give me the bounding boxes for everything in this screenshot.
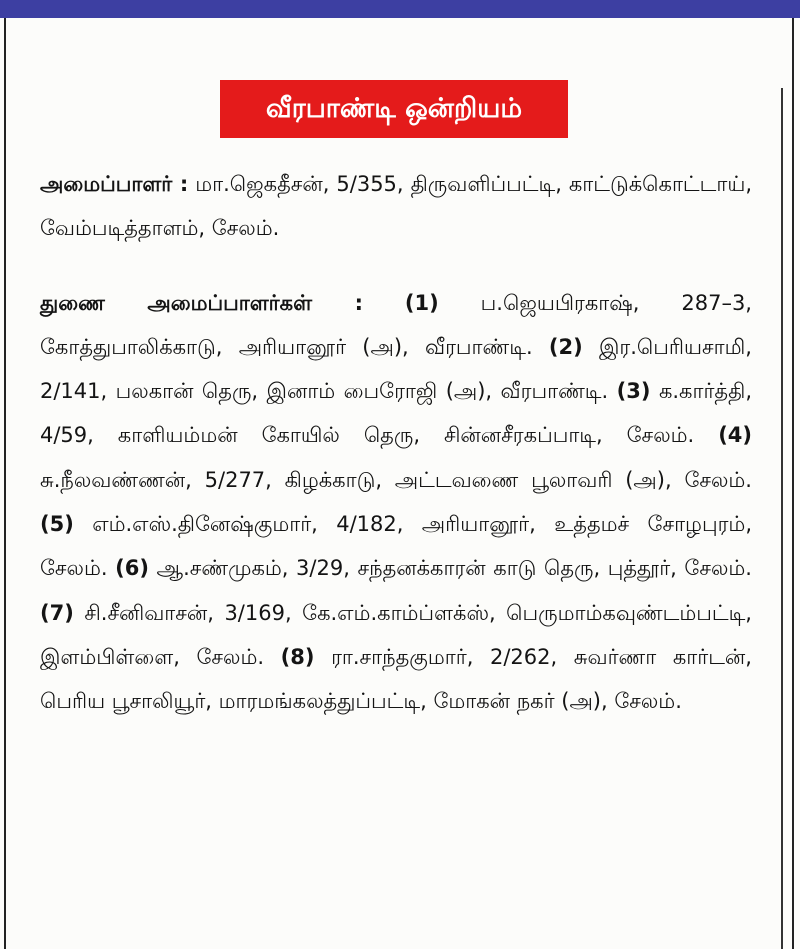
organizer-paragraph [40,162,752,251]
entry-number: (2) [548,334,583,359]
entry-text: இர.பெரியசாமி, 2/141, பலகான் தெரு, இனாம் பைரோஜி (அ), வீரபாண்டி. [40,334,752,404]
entry-number: (8) [280,644,315,669]
deputies-paragraph [40,281,752,724]
section-title [220,80,568,138]
entry-number: (4) [718,423,752,448]
entry-text: ரா.சாந்தகுமார், 2/262, சுவர்ணா கார்டன், பெரிய பூசாலியூர், மாரமங்கலத்துப்பட்டி, மோகன் நகர் (அ), சேலம். [40,644,752,714]
column-divider [781,88,783,949]
organizer-label: அமைப்பாளர் : [40,172,189,196]
organizer-text: மா.ஜெகதீசன், 5/355, திருவளிப்பட்டி, காட்டுக்கொட்டாய், வேம்படித்தாளம், சேலம். [40,172,752,241]
entry-number: (1) [404,290,439,315]
article-body [40,162,752,724]
entry-text: சு.நீலவண்ணன், 5/277, கிழக்காடு, அட்டவணை பூலாவரி (அ), சேலம். [40,467,752,492]
entry-text: ப.ஜெயபிரகாஷ், 287–3, கோத்துபாலிக்காடு, அரியானூர் (அ), வீரபாண்டி. [40,290,752,359]
section-title-text: வீரபாண்டி ஒன்றியம் [265,93,523,124]
top-color-bar [0,0,800,18]
paragraph-gap [40,251,752,281]
entry-number: (7) [40,600,74,625]
entry-text: சி.சீனிவாசன், 3/169, கே.எம்.காம்ப்ளக்ஸ், பெருமாம்கவுண்டம்பட்டி, இளம்பிள்ளை, சேலம். [40,600,752,669]
entry-number: (3) [616,379,651,404]
entry-number: (5) [40,512,74,537]
entry-text: க.கார்த்தி, 4/59, காளியம்மன் கோயில் தெரு, சின்னசீரகப்பாடி, சேலம். [40,379,752,448]
entry-text: ஆ.சண்முகம், 3/29, சந்தனக்காரன் காடு தெரு, புத்தூர், சேலம். [156,556,752,581]
entry-text: எம்.எஸ்.தினேஷ்குமார், 4/182, அரியானூர், உத்தமச் சோழபுரம், சேலம். [40,512,752,581]
deputies-label: துணை அமைப்பாளர்கள் : [40,290,363,315]
entry-number: (6) [115,556,149,581]
